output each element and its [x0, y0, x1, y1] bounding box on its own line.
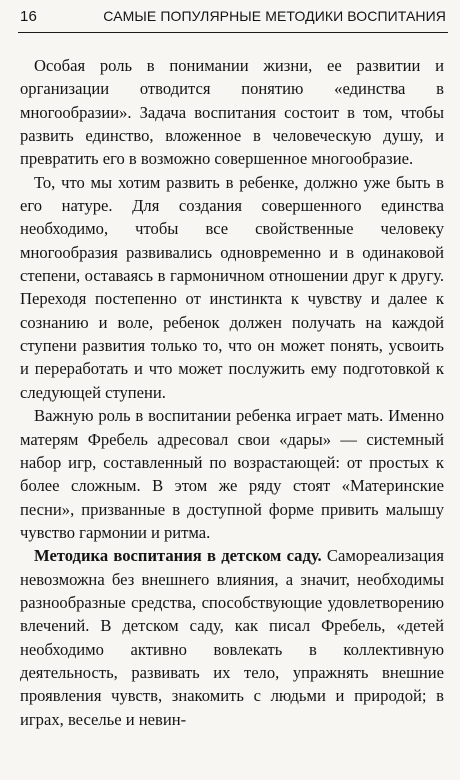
- paragraph-4: [20, 544, 444, 731]
- section-run-in-heading: Методика воспитания в детском саду.: [34, 546, 322, 566]
- paragraph-1: Особая роль в понимании жизни, ее развитии и организации отводится понятию «единства в многообразии». Задача воспитания состоит в том, чтобы развить единство, вложенное в человеческую душу, и превратить его в возможно совершенное многообразие.: [20, 56, 444, 169]
- header-rule: [18, 32, 448, 33]
- page-number: 16: [20, 8, 37, 25]
- running-title: САМЫЕ ПОПУЛЯРНЫЕ МЕТОДИКИ ВОСПИТАНИЯ: [103, 8, 446, 24]
- body-text: [20, 54, 444, 731]
- paragraph-4-text: Самореализация невозможна без внешнего влияния, а значит, необходимы разнообразные средства, способствующие удовлетворению влечений. В детском саду, как писал Фребель, «детей необходимо активно вовлекать в коллективную деятельность, развивать их тело, упражнять внешние проявления чувств, знакомить с людьми и природой; в играх, веселье и невин-: [20, 546, 444, 729]
- running-header: [20, 8, 446, 32]
- paragraph-3: Важную роль в воспитании ребенка играет мать. Именно матерям Фребель адресовал свои «дары» — системный набор игр, составленный по возрастающей: от простых к более сложным. В этом же ряду стоят «Материнские песни», призванные в доступной форме привить малышу чувство гармонии и ритма.: [20, 406, 444, 542]
- paragraph-2: То, что мы хотим развить в ребенке, должно уже быть в его натуре. Для создания совершенного единства необходимо, чтобы все свойственные человеку многообразия развивались одновременно и в одинаковой степени, оставаясь в гармоничном отношении друг к другу. Переходя постепенно от инстинкта к чувству и далее к сознанию и воле, ребенок должен получать на каждой ступени развития только то, что он может понять, усвоить и переработать и что может послужить ему подготовкой к следующей ступени.: [20, 172, 444, 402]
